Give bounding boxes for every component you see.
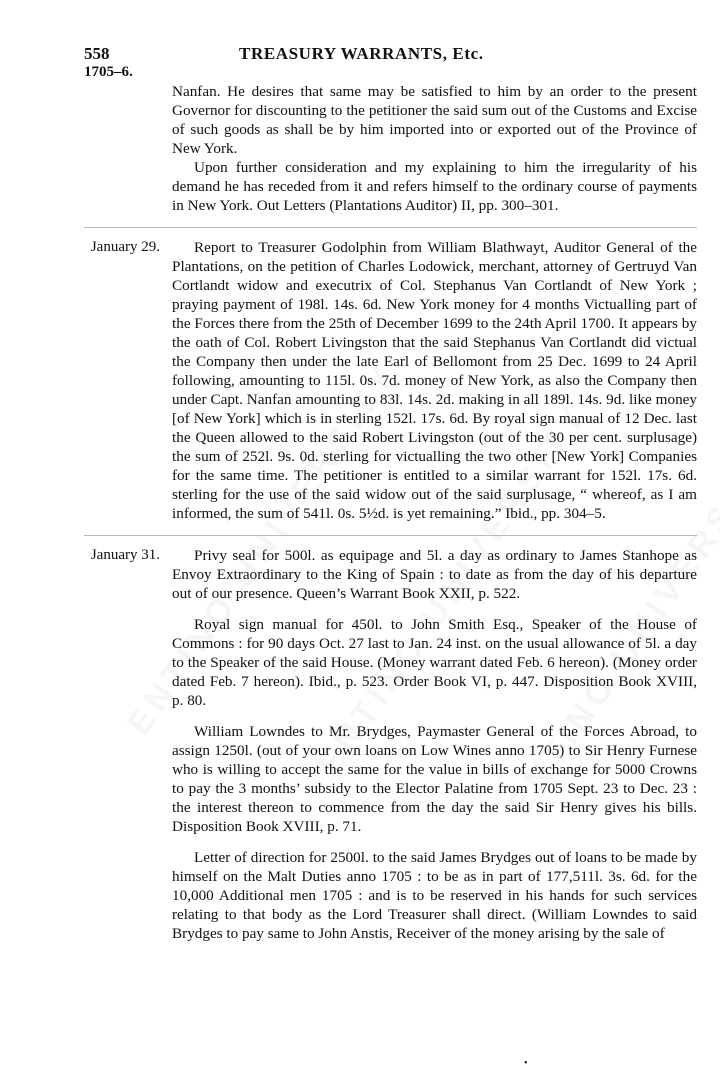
paragraph: Nanfan. He desires that same may be satisfied to him by an order to the present Governor for discounting to the petitioner the said sum out of the Customs and Excise of such goods as shall be by him imported into or exported out of the Province of New York. (172, 83, 697, 157)
entry-continuation (172, 82, 697, 215)
entry-january-29 (90, 238, 697, 523)
page-content (90, 82, 697, 943)
paragraph: Privy seal for 500l. as equipage and 5l. a day as ordinary to James Stanhope as Envoy Extraordinary to the King of Spain : to date as from the day of his departure out of our presence. Queen’s Warrant Book XXII, p. 522. (172, 547, 697, 602)
entry-january-31 (90, 546, 697, 943)
running-title: TREASURY WARRANTS, Etc. (239, 44, 484, 63)
paragraph: Report to Treasurer Godolphin from William Blathwayt, Auditor General of the Plantations, on the petition of Charles Lodowick, merchant, attorney of Gertruyd Van Cortlandt widow and executrix of Col. Stephanus Van Cortlandt of New York ; praying payment of 198l. 14s. 6d. New York money for 4 months Victualling part of the Forces there from the 25th of December 1699 to the 24th April 1700. It appears by the oath of Col. Robert Livingston that the said Stephanus Van Cortlandt did victual the Company then under the late Earl of Bellomont from 25 Dec. 1699 to 24 April following, amounting to 115l. 0s. 7d. money of New York, as also the Company then under Capt. Nanfan amounting to 83l. 14s. 2d. making in all 189l. 14s. 9d. like money [of New York] which is in sterling 152l. 17s. 6d. By royal sign manual of 12 Dec. last the Queen allowed to the said Robert Livingston (out of the 30 per cent. surplusage) the sum of 252l. 9s. 0d. sterling for victualling the two other [New York] Companies for the same time. The petitioner is entitled to a similar warrant for 152l. 17s. 6d. sterling for the use of the said widow out of the said surplusage, “ whereof, as I am informed, the sum of 541l. 0s. 5½d. is yet remaining.” Ibid., pp. 304–5. (172, 239, 697, 522)
paragraph: Upon further consideration and my explaining to him the irregularity of his demand he has receded from it and refers himself to the ordinary course of payments in New York. Out Letters (Plantations Auditor) II, pp. 300–301. (172, 159, 697, 214)
page-number: 558 (84, 44, 110, 63)
paragraph: Royal sign manual for 450l. to John Smith Esq., Speaker of the House of Commons : for 90 days Oct. 27 last to Jan. 24 inst. on the usual allowance of 5l. a day to the Speaker of the said House. (Money warrant dated Feb. 6 hereon). (Money order dated Feb. 7 hereon). Ibid., p. 523. Order Book VI, p. 447. Disposition Book XVIII, p. 80. (172, 616, 697, 709)
year-label: 1705–6. (84, 64, 133, 80)
divider (84, 535, 697, 536)
page-mark: • (524, 1058, 528, 1069)
margin-date: January 31. (90, 547, 160, 563)
page-header (84, 44, 704, 68)
divider (84, 227, 697, 228)
margin-date: January 29. (90, 239, 160, 255)
paragraph: Letter of direction for 2500l. to the said James Brydges out of loans to be made by himself on the Malt Duties anno 1705 : to be as in part of 177,511l. 3s. 6d. for the 10,000 Additional men 1705 : and is to be reserved in his hands for such services relating to that body as the Lord Treasurer shall direct. (William Lowndes to said Brydges to pay same to John Anstis, Receiver of the money arising by the sale of (172, 849, 697, 942)
paragraph: William Lowndes to Mr. Brydges, Paymaster General of the Forces Abroad, to assign 1250l. (out of your own loans on Low Wines anno 1705) to Sir Henry Furnese who is willing to accept the same for the value in bills of exchange for 5000 Crowns to pay the 3 months’ subsidy to the Elector Palatine from 1705 Sept. 23 to Dec. 23 : the interest thereon to commence from the day the said Sir Henry gives his bills. Disposition Book XVIII, p. 71. (172, 723, 697, 835)
